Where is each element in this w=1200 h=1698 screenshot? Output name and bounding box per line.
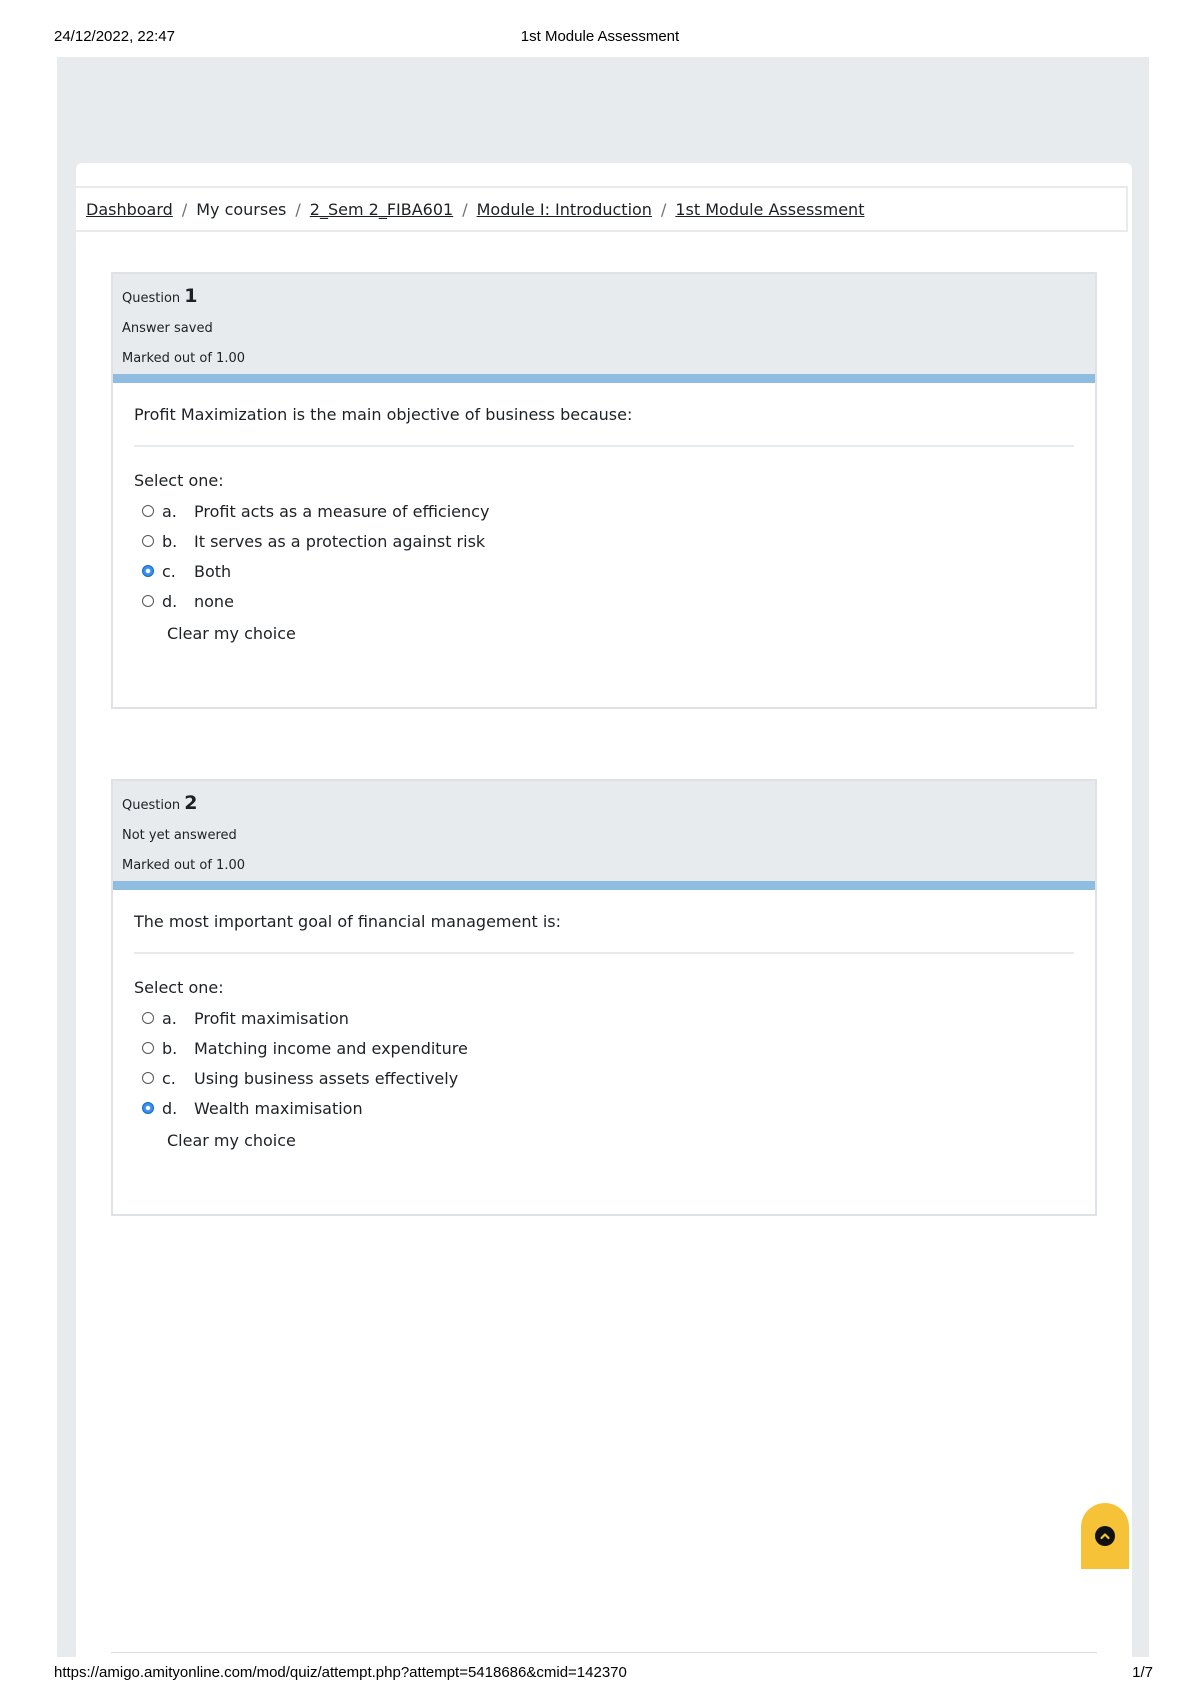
question-number-value: 2 — [184, 792, 198, 814]
breadcrumb-module[interactable]: Module I: Introduction — [476, 199, 652, 219]
question-text: The most important goal of financial management is: — [134, 912, 1074, 954]
radio-button-selected[interactable] — [142, 1102, 154, 1114]
answer-option-d[interactable] — [134, 586, 1074, 616]
breadcrumb — [76, 186, 1128, 232]
option-letter: d. — [162, 591, 178, 611]
question-state: Not yet answered — [122, 828, 237, 843]
breadcrumb-separator: / — [181, 199, 188, 219]
breadcrumb-separator: / — [462, 199, 468, 219]
print-header — [0, 28, 1200, 48]
scroll-to-top-button[interactable] — [1081, 1503, 1129, 1569]
print-datetime: 24/12/2022, 22:47 — [54, 28, 175, 45]
breadcrumb-course[interactable]: 2_Sem 2_FIBA601 — [309, 199, 454, 219]
question-progress-bar — [113, 881, 1095, 890]
question-text: Profit Maximization is the main objective of business because: — [134, 405, 1074, 447]
print-footer — [0, 1664, 1200, 1684]
select-one-prompt: Select one: — [134, 978, 224, 997]
option-text: Profit acts as a measure of efficiency — [194, 501, 490, 521]
option-text: none — [194, 591, 234, 611]
option-letter: a. — [162, 1008, 177, 1028]
question-info — [113, 781, 1095, 881]
breadcrumb-separator: / — [295, 199, 301, 219]
radio-button[interactable] — [142, 1042, 154, 1054]
question-grade: Marked out of 1.00 — [122, 858, 246, 873]
option-letter: a. — [162, 501, 177, 521]
option-text: Both — [194, 561, 232, 581]
radio-button[interactable] — [142, 1072, 154, 1084]
radio-button[interactable] — [142, 595, 154, 607]
option-letter: d. — [162, 1098, 178, 1118]
footer-divider — [111, 1652, 1097, 1653]
answer-option-c[interactable] — [134, 556, 1074, 586]
question-label: Question — [122, 798, 181, 813]
answer-option-a[interactable] — [134, 496, 1074, 526]
breadcrumb-separator: / — [660, 199, 667, 219]
question-formulation — [113, 890, 1095, 1153]
option-letter: b. — [162, 1038, 178, 1058]
question-formulation — [113, 383, 1095, 646]
question-state: Answer saved — [122, 321, 213, 336]
radio-button[interactable] — [142, 505, 154, 517]
question-number-value: 1 — [184, 285, 198, 307]
option-letter: b. — [162, 531, 178, 551]
chevron-up-icon — [1095, 1526, 1115, 1546]
clear-choice-link[interactable]: Clear my choice — [167, 1131, 296, 1150]
option-text: Matching income and expenditure — [194, 1038, 468, 1058]
answer-option-b[interactable] — [134, 1033, 1074, 1063]
radio-button[interactable] — [142, 535, 154, 547]
option-letter: c. — [162, 1068, 176, 1088]
breadcrumb-dashboard[interactable]: Dashboard — [86, 199, 173, 219]
answer-option-b[interactable] — [134, 526, 1074, 556]
radio-button[interactable] — [142, 1012, 154, 1024]
option-text: Wealth maximisation — [194, 1098, 363, 1118]
select-one-prompt: Select one: — [134, 471, 224, 490]
question-number — [122, 286, 1095, 309]
question-1 — [111, 272, 1097, 709]
question-grade: Marked out of 1.00 — [122, 351, 246, 366]
answer-option-c[interactable] — [134, 1063, 1074, 1093]
answer-option-d[interactable] — [134, 1093, 1074, 1123]
question-info — [113, 274, 1095, 374]
clear-choice-link[interactable]: Clear my choice — [167, 624, 296, 643]
breadcrumb-assessment[interactable]: 1st Module Assessment — [675, 199, 865, 219]
option-text: Using business assets effectively — [194, 1068, 459, 1088]
question-2 — [111, 779, 1097, 1216]
breadcrumb-my-courses: My courses — [196, 199, 287, 219]
option-text: Profit maximisation — [194, 1008, 349, 1028]
option-letter: c. — [162, 561, 176, 581]
answer-option-a[interactable] — [134, 1003, 1074, 1033]
radio-button-selected[interactable] — [142, 565, 154, 577]
print-page-number: 1/7 — [1132, 1664, 1153, 1681]
print-title: 1st Module Assessment — [520, 28, 680, 45]
option-text: It serves as a protection against risk — [194, 531, 486, 551]
question-progress-bar — [113, 374, 1095, 383]
question-label: Question — [122, 291, 181, 306]
question-number — [122, 793, 1095, 816]
print-url: https://amigo.amityonline.com/mod/quiz/attempt.php?attempt=5418686&cmid=142370 — [54, 1664, 627, 1681]
